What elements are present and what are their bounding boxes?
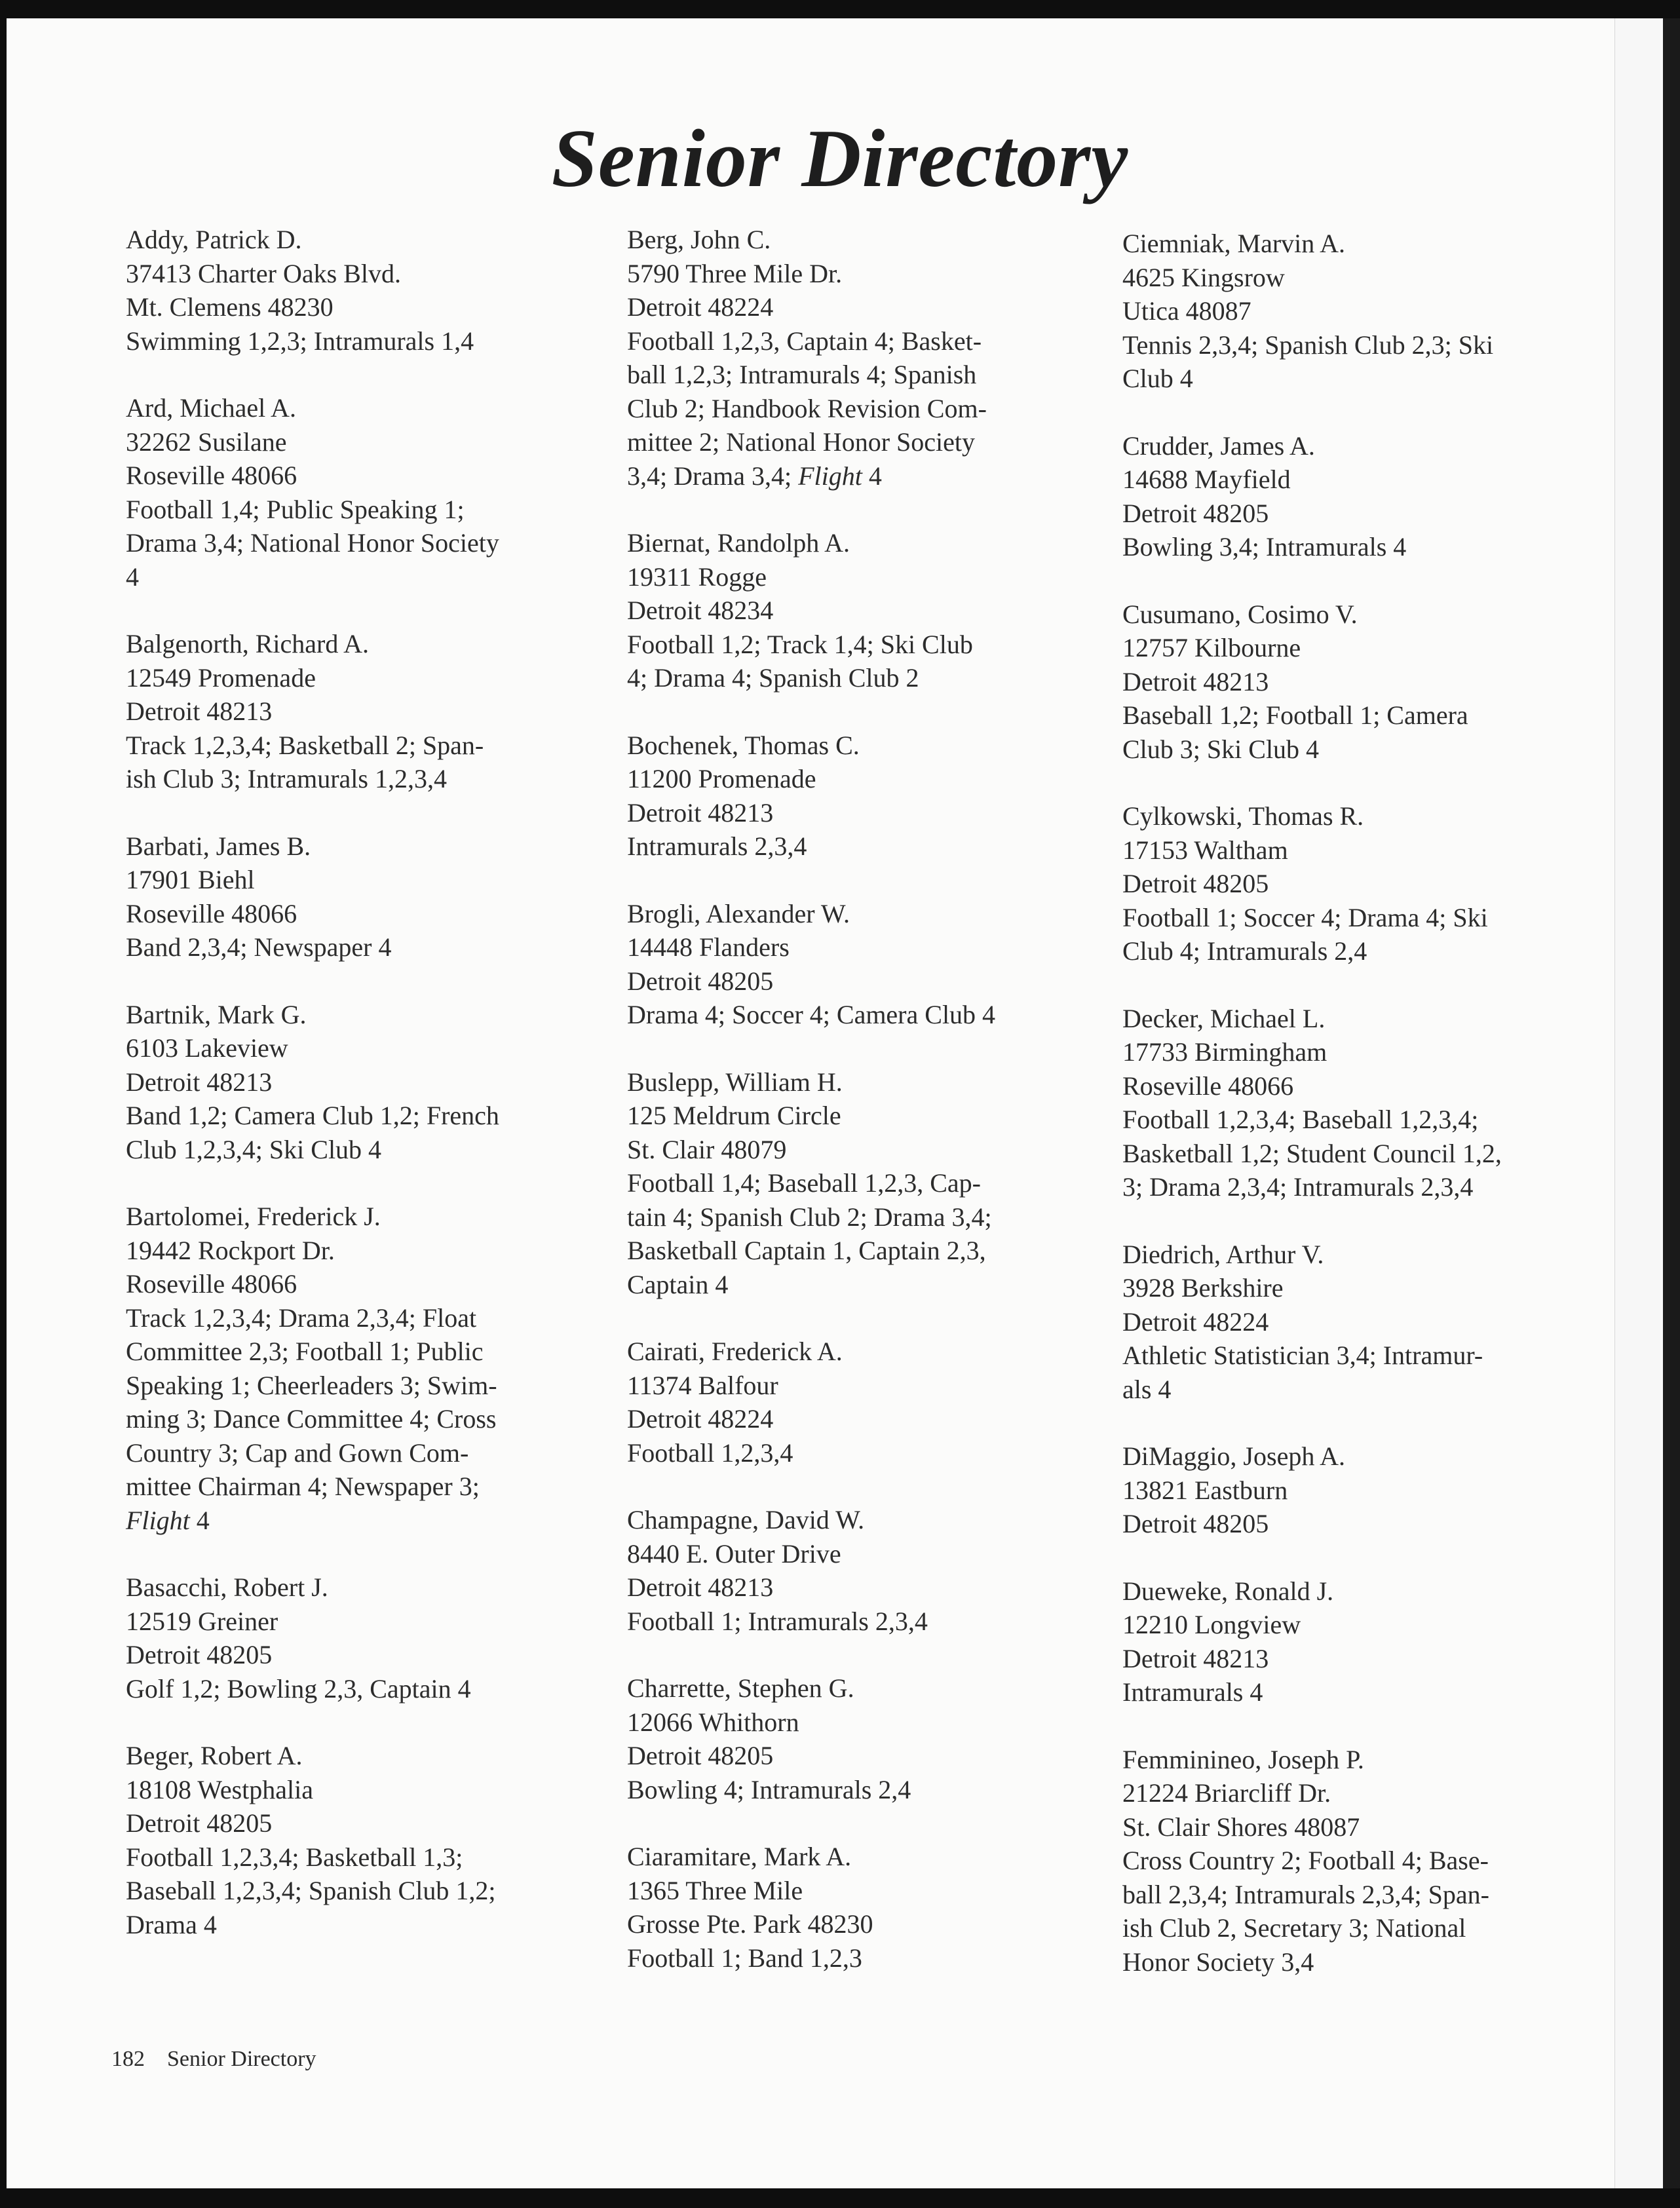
activities-line: Tennis 2,3,4; Spanish Club 2,3; Ski — [1122, 330, 1494, 360]
city-zip: Mt. Clemens 48230 — [126, 292, 334, 322]
activities-line: 4; Drama 4; Spanish Club 2 — [627, 663, 919, 693]
student-name: Crudder, James A. — [1122, 430, 1315, 461]
directory-entry — [627, 1840, 1061, 1975]
city-zip: Roseville 48066 — [1122, 1071, 1294, 1101]
directory-entry — [627, 897, 1061, 1032]
city-zip: Detroit 48213 — [627, 1572, 774, 1602]
city-zip: Utica 48087 — [1122, 296, 1251, 326]
city-zip: Detroit 48213 — [627, 797, 774, 828]
activities-line: Football 1,2,3,4; Baseball 1,2,3,4; — [1122, 1105, 1479, 1134]
city-zip: Detroit 48213 — [126, 696, 273, 726]
student-name: Bartolomei, Frederick J. — [126, 1202, 381, 1231]
activities-line: Flight 4 — [126, 1505, 210, 1535]
directory-entry — [1122, 1238, 1556, 1407]
student-name: Buslepp, William H. — [627, 1067, 843, 1097]
directory-entry — [627, 526, 1061, 695]
street-address: 3928 Berkshire — [1122, 1273, 1284, 1303]
student-name: Cylkowski, Thomas R. — [1122, 801, 1364, 831]
street-address: 14448 Flanders — [627, 932, 790, 962]
street-address: 12210 Longview — [1122, 1610, 1301, 1639]
student-name: Cairati, Frederick A. — [627, 1337, 843, 1366]
street-address: 18108 Westphalia — [126, 1774, 313, 1804]
activities-line: Football 1,2; Track 1,4; Ski Club — [627, 629, 973, 659]
student-name: Decker, Michael L. — [1122, 1003, 1326, 1033]
activities-line: Intramurals 2,3,4 — [627, 831, 807, 861]
activities-line: Basketball Captain 1, Captain 2,3, — [627, 1236, 986, 1265]
activities-line: Bowling 4; Intramurals 2,4 — [627, 1774, 911, 1804]
activities-line: Golf 1,2; Bowling 2,3, Captain 4 — [126, 1673, 471, 1704]
activities-line: ball 2,3,4; Intramurals 2,3,4; Span- — [1122, 1879, 1489, 1909]
activities-line: Football 1,2,3,4 — [627, 1437, 793, 1468]
city-zip: Detroit 48224 — [627, 292, 774, 322]
activities-line: Drama 4; Soccer 4; Camera Club 4 — [627, 1000, 996, 1029]
activities-line: tain 4; Spanish Club 2; Drama 3,4; — [627, 1202, 992, 1232]
student-name: Basacchi, Robert J. — [126, 1572, 328, 1602]
directory-column-2 — [627, 223, 1061, 2008]
directory-entry — [1122, 1743, 1556, 1979]
street-address: 1365 Three Mile — [627, 1875, 803, 1905]
city-zip: St. Clair Shores 48087 — [1122, 1812, 1360, 1842]
activities-line: Track 1,2,3,4; Drama 2,3,4; Float — [126, 1303, 477, 1333]
activities-line: Baseball 1,2; Football 1; Camera — [1122, 700, 1468, 730]
directory-entry — [1122, 429, 1556, 564]
directory-entry — [1122, 598, 1556, 767]
activities-line: Athletic Statistician 3,4; Intramur- — [1122, 1341, 1483, 1370]
directory-entry — [126, 1739, 560, 1941]
activities-line: Club 3; Ski Club 4 — [1122, 734, 1320, 764]
city-zip: Detroit 48205 — [627, 966, 774, 996]
activities-line: Basketball 1,2; Student Council 1,2, — [1122, 1138, 1502, 1168]
activities-line: Track 1,2,3,4; Basketball 2; Span- — [126, 730, 484, 760]
city-zip: Detroit 48205 — [126, 1640, 273, 1669]
directory-entry — [627, 1503, 1061, 1638]
directory-column-1 — [126, 223, 560, 1975]
activities-line: Committee 2,3; Football 1; Public — [126, 1337, 484, 1366]
activities-line: mittee Chairman 4; Newspaper 3; — [126, 1472, 480, 1501]
street-address: 12549 Promenade — [126, 662, 316, 693]
footer-label: Senior Directory — [167, 2047, 316, 2071]
activities-line: Club 1,2,3,4; Ski Club 4 — [126, 1134, 382, 1164]
city-zip: Detroit 48205 — [1122, 1509, 1269, 1538]
street-address: 37413 Charter Oaks Blvd. — [126, 258, 401, 288]
street-address: 14688 Mayfield — [1122, 465, 1291, 494]
city-zip: Detroit 48224 — [627, 1404, 774, 1434]
city-zip: St. Clair 48079 — [627, 1134, 787, 1164]
street-address: 11200 Promenade — [627, 764, 816, 793]
activities-line: ish Club 2, Secretary 3; National — [1122, 1913, 1466, 1943]
page-number: 182 — [111, 2047, 145, 2071]
activities-line: Bowling 3,4; Intramurals 4 — [1122, 532, 1407, 562]
student-name: Berg, John C. — [627, 225, 771, 254]
activities-line: Band 1,2; Camera Club 1,2; French — [126, 1101, 499, 1130]
directory-entry — [1122, 1574, 1556, 1709]
street-address: 4625 Kingsrow — [1122, 262, 1285, 292]
activities-line: Honor Society 3,4 — [1122, 1947, 1314, 1977]
street-address: 32262 Susilane — [126, 427, 287, 457]
street-address: 12757 Kilbourne — [1122, 633, 1301, 662]
activities-line: als 4 — [1122, 1374, 1172, 1404]
activities-line: Football 1,4; Public Speaking 1; — [126, 494, 465, 524]
page-title: Senior Directory — [551, 113, 1129, 204]
activities-line: Football 1; Band 1,2,3 — [627, 1943, 862, 1973]
activities-line: mittee 2; National Honor Society — [627, 427, 975, 457]
street-address: 19442 Rockport Dr. — [126, 1235, 335, 1265]
activities-line: Football 1,2,3, Captain 4; Basket- — [627, 326, 982, 356]
city-zip: Detroit 48205 — [1122, 498, 1269, 528]
activities-line: 4 — [126, 562, 139, 592]
activities-line: Football 1; Soccer 4; Drama 4; Ski — [1122, 902, 1488, 932]
street-address: 6103 Lakeview — [126, 1033, 288, 1063]
student-name: Ard, Michael A. — [126, 393, 296, 423]
directory-entry — [126, 627, 560, 796]
activities-line: Cross Country 2; Football 4; Base- — [1122, 1846, 1489, 1875]
directory-entry — [126, 223, 560, 358]
directory-entry — [1122, 1002, 1556, 1204]
activities-line: Captain 4 — [627, 1269, 729, 1299]
student-name: Champagne, David W. — [627, 1505, 865, 1534]
student-name: Balgenorth, Richard A. — [126, 629, 370, 658]
city-zip: Roseville 48066 — [126, 461, 297, 490]
page-footer — [111, 2043, 339, 2076]
street-address: 12519 Greiner — [126, 1606, 278, 1636]
student-name: Addy, Patrick D. — [126, 225, 302, 254]
activities-line: Baseball 1,2,3,4; Spanish Club 1,2; — [126, 1876, 496, 1905]
activities-line: ish Club 3; Intramurals 1,2,3,4 — [126, 764, 447, 793]
city-zip: Detroit 48205 — [1122, 869, 1269, 898]
activities-line: Speaking 1; Cheerleaders 3; Swim- — [126, 1370, 497, 1400]
student-name: Bochenek, Thomas C. — [627, 730, 860, 760]
street-address: 19311 Rogge — [627, 562, 767, 592]
activities-line: ming 3; Dance Committee 4; Cross — [126, 1404, 497, 1434]
directory-column-3 — [1122, 227, 1556, 2012]
city-zip: Detroit 48205 — [126, 1808, 273, 1838]
city-zip: Detroit 48205 — [627, 1741, 774, 1770]
activities-line: 3,4; Drama 3,4; Flight 4 — [627, 461, 882, 491]
student-name: Dueweke, Ronald J. — [1122, 1576, 1334, 1606]
street-address: 17153 Waltham — [1122, 835, 1288, 865]
directory-entry — [627, 1671, 1061, 1806]
activities-line: Football 1,2,3,4; Basketball 1,3; — [126, 1842, 463, 1872]
directory-entry — [126, 998, 560, 1167]
street-address: 5790 Three Mile Dr. — [627, 258, 843, 288]
activities-line: Club 2; Handbook Revision Com- — [627, 393, 987, 423]
activities-line: Country 3; Cap and Gown Com- — [126, 1437, 469, 1468]
directory-entry — [627, 1065, 1061, 1302]
student-name: DiMaggio, Joseph A. — [1122, 1441, 1345, 1471]
student-name: Bartnik, Mark G. — [126, 999, 307, 1029]
student-name: Cusumano, Cosimo V. — [1122, 599, 1358, 629]
student-name: Femminineo, Joseph P. — [1122, 1744, 1364, 1774]
student-name: Ciemniak, Marvin A. — [1122, 229, 1345, 258]
directory-entry — [126, 829, 560, 964]
student-name: Barbati, James B. — [126, 831, 311, 861]
street-address: 21224 Briarcliff Dr. — [1122, 1778, 1331, 1808]
directory-entry — [126, 1570, 560, 1705]
street-address: 8440 E. Outer Drive — [627, 1538, 841, 1569]
activities-line: Club 4 — [1122, 364, 1193, 393]
activities-line: Band 2,3,4; Newspaper 4 — [126, 932, 392, 962]
student-name: Diedrich, Arthur V. — [1122, 1239, 1324, 1269]
activities-line: Football 1,4; Baseball 1,2,3, Cap- — [627, 1168, 981, 1198]
city-zip: Detroit 48213 — [1122, 666, 1269, 696]
student-name: Brogli, Alexander W. — [627, 898, 850, 928]
directory-entry — [627, 223, 1061, 493]
directory-entry — [1122, 1439, 1556, 1541]
student-name: Beger, Robert A. — [126, 1741, 303, 1770]
student-name: Ciaramitare, Mark A. — [627, 1842, 852, 1871]
student-name: Biernat, Randolph A. — [627, 528, 850, 558]
directory-entry — [1122, 799, 1556, 968]
city-zip: Detroit 48224 — [1122, 1306, 1269, 1337]
street-address: 11374 Balfour — [627, 1370, 778, 1400]
scan-edge — [1614, 18, 1680, 2188]
city-zip: Roseville 48066 — [126, 1269, 297, 1299]
street-address: 17901 Biehl — [126, 865, 255, 894]
activities-line: Intramurals 4 — [1122, 1677, 1263, 1707]
directory-entry — [627, 1335, 1061, 1470]
street-address: 13821 Eastburn — [1122, 1475, 1288, 1505]
activities-line: Swimming 1,2,3; Intramurals 1,4 — [126, 326, 474, 356]
activities-line: 3; Drama 2,3,4; Intramurals 2,3,4 — [1122, 1172, 1474, 1202]
street-address: 17733 Birmingham — [1122, 1037, 1327, 1067]
street-address: 12066 Whithorn — [627, 1707, 799, 1737]
city-zip: Detroit 48213 — [126, 1067, 273, 1097]
directory-entry — [126, 391, 560, 594]
directory-entry — [126, 1200, 560, 1537]
activities-line: Drama 3,4; National Honor Society — [126, 528, 499, 558]
street-address: 125 Meldrum Circle — [627, 1101, 841, 1130]
activities-line: Drama 4 — [126, 1909, 217, 1939]
activities-line: Football 1; Intramurals 2,3,4 — [627, 1606, 928, 1636]
activities-line: Club 4; Intramurals 2,4 — [1122, 936, 1367, 966]
directory-entry — [627, 729, 1061, 864]
city-zip: Roseville 48066 — [126, 898, 297, 928]
student-name: Charrette, Stephen G. — [627, 1673, 854, 1703]
city-zip: Detroit 48213 — [1122, 1643, 1269, 1673]
activities-line: ball 1,2,3; Intramurals 4; Spanish — [627, 360, 977, 389]
city-zip: Grosse Pte. Park 48230 — [627, 1909, 873, 1939]
directory-entry — [1122, 227, 1556, 396]
city-zip: Detroit 48234 — [627, 596, 774, 625]
